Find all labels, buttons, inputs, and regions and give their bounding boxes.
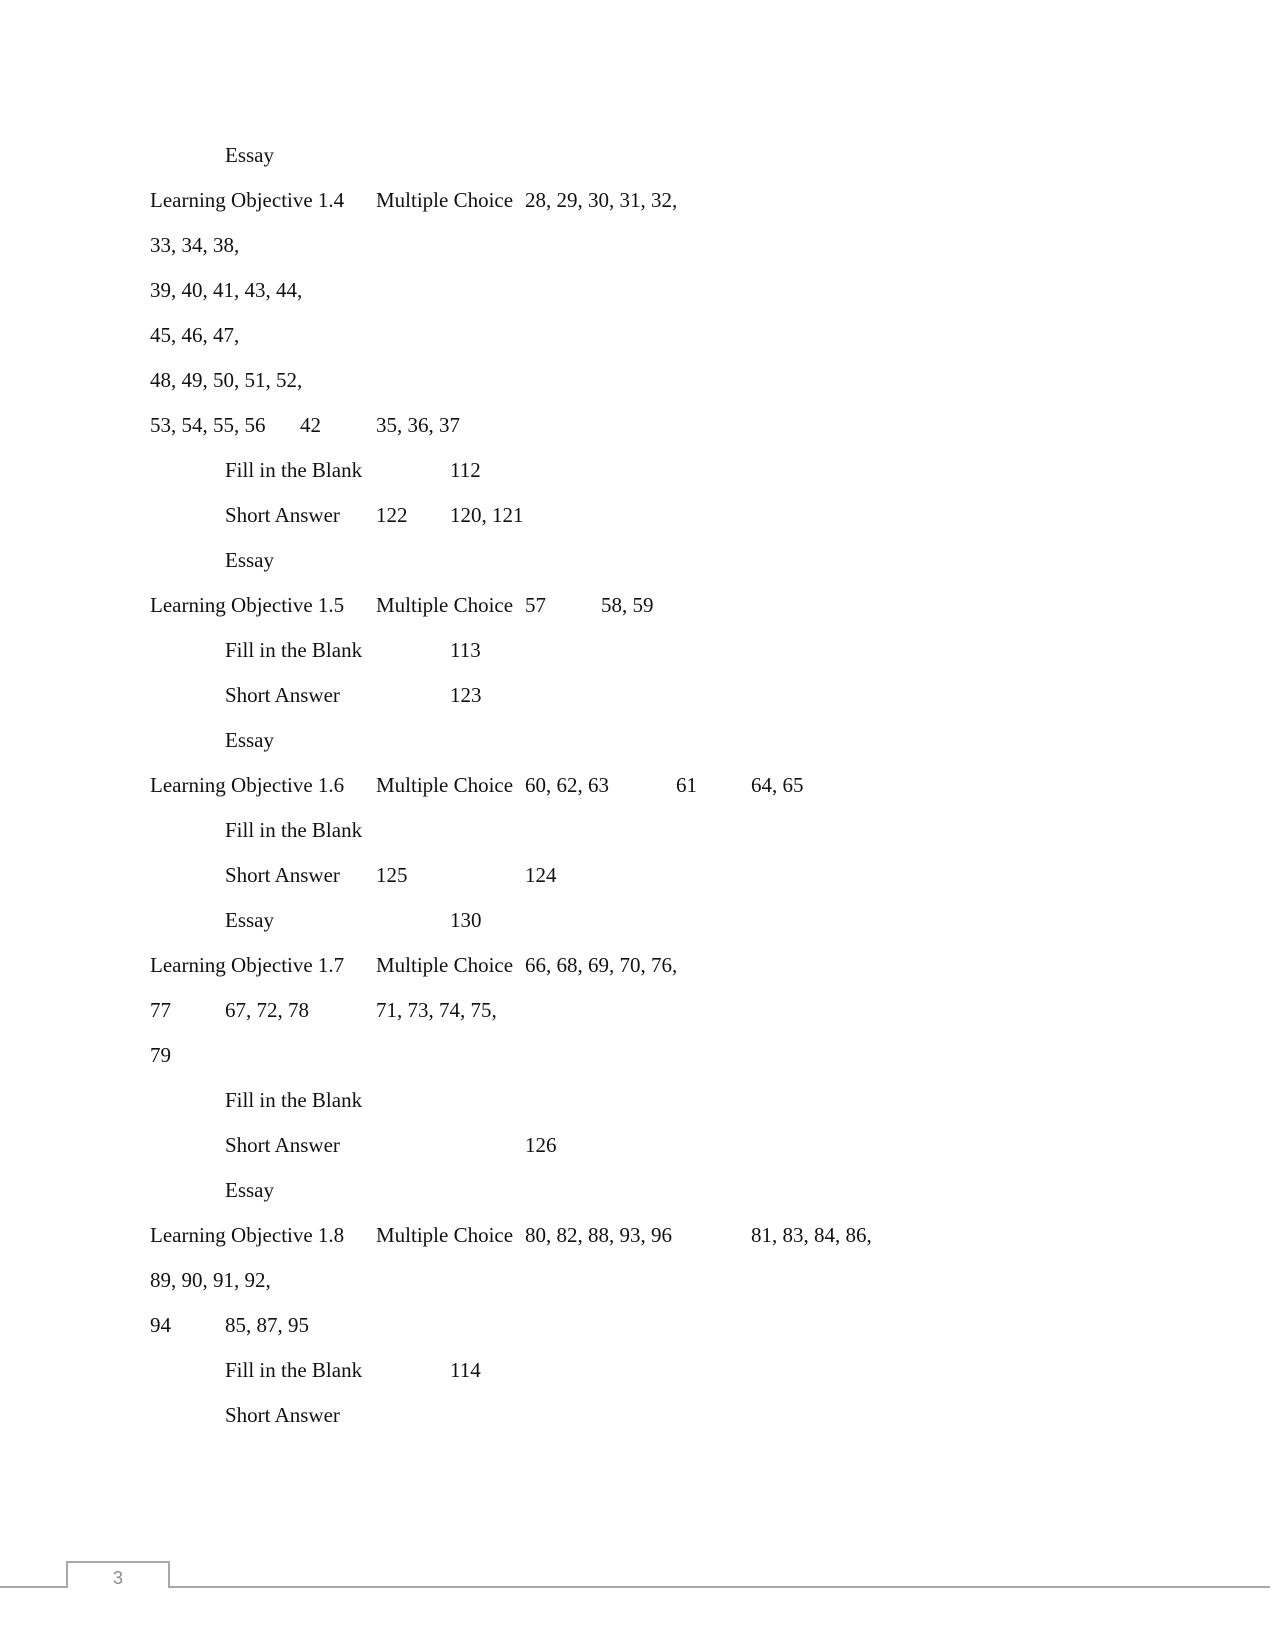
question-type: Multiple Choice: [376, 1223, 514, 1247]
question-type: Fill in the Blank: [225, 458, 363, 482]
question-type: Short Answer: [225, 863, 340, 887]
question-numbers: 120, 121: [450, 503, 524, 527]
table-row: [0, 230, 1275, 260]
question-numbers: 45, 46, 47,: [150, 323, 240, 347]
table-row: [0, 410, 1275, 440]
question-type: Short Answer: [225, 503, 340, 527]
table-row: [0, 1310, 1275, 1340]
learning-objective-label: Learning Objective 1.4: [150, 188, 345, 212]
table-row: [0, 905, 1275, 935]
table-row: [0, 635, 1275, 665]
question-numbers: 112: [450, 458, 481, 482]
question-type: Multiple Choice: [376, 188, 514, 212]
question-numbers: 122: [376, 503, 408, 527]
question-numbers: 71, 73, 74, 75,: [376, 998, 497, 1022]
question-numbers: 66, 68, 69, 70, 76,: [525, 953, 678, 977]
question-numbers: 79: [150, 1043, 171, 1067]
question-type: Short Answer: [225, 1403, 340, 1427]
question-numbers: 67, 72, 78: [225, 998, 309, 1022]
question-numbers: 57: [525, 593, 546, 617]
table-row: [0, 185, 1275, 215]
question-type: Essay: [225, 908, 274, 932]
table-row: [0, 365, 1275, 395]
question-numbers: 64, 65: [751, 773, 804, 797]
learning-objective-label: Learning Objective 1.5: [150, 593, 345, 617]
learning-objective-label: Learning Objective 1.8: [150, 1223, 345, 1247]
table-row: [0, 950, 1275, 980]
table-row: [0, 590, 1275, 620]
table-row: [0, 995, 1275, 1025]
page-number: 3: [112, 1568, 123, 1588]
question-numbers: 61: [676, 773, 697, 797]
question-numbers: 125: [376, 863, 408, 887]
table-row: [0, 770, 1275, 800]
question-type: Multiple Choice: [376, 773, 514, 797]
question-numbers: 48, 49, 50, 51, 52,: [150, 368, 303, 392]
question-numbers: 28, 29, 30, 31, 32,: [525, 188, 678, 212]
question-type: Fill in the Blank: [225, 1358, 363, 1382]
table-row: [0, 1220, 1275, 1250]
question-numbers: 60, 62, 63: [525, 773, 609, 797]
table-row: [0, 1265, 1275, 1295]
question-numbers: 35, 36, 37: [376, 413, 460, 437]
table-row: [0, 725, 1275, 755]
question-type: Essay: [225, 548, 274, 572]
table-row: [0, 545, 1275, 575]
table-row: [0, 680, 1275, 710]
table-row: [0, 860, 1275, 890]
question-numbers: 77: [150, 998, 171, 1022]
question-numbers: 113: [450, 638, 481, 662]
question-numbers: 114: [450, 1358, 481, 1382]
question-numbers: 123: [450, 683, 482, 707]
question-type: Fill in the Blank: [225, 818, 363, 842]
question-type: Fill in the Blank: [225, 1088, 363, 1112]
question-numbers: 80, 82, 88, 93, 96: [525, 1223, 672, 1247]
question-type: Short Answer: [225, 1133, 340, 1157]
question-numbers: 53, 54, 55, 56: [150, 413, 266, 437]
question-type: Essay: [225, 728, 274, 752]
table-row: [0, 1085, 1275, 1115]
table-row: [0, 1130, 1275, 1160]
question-numbers: 81, 83, 84, 86,: [751, 1223, 872, 1247]
question-type: Short Answer: [225, 683, 340, 707]
question-type: Multiple Choice: [376, 953, 514, 977]
question-type: Fill in the Blank: [225, 638, 363, 662]
table-row: [0, 1355, 1275, 1385]
table-row: [0, 140, 1275, 170]
table-row: [0, 815, 1275, 845]
learning-objective-label: Learning Objective 1.6: [150, 773, 345, 797]
question-numbers: 94: [150, 1313, 171, 1337]
question-numbers: 33, 34, 38,: [150, 233, 240, 257]
footer-rule: [0, 1586, 1270, 1588]
table-row: [0, 500, 1275, 530]
table-row: [0, 275, 1275, 305]
question-numbers: 124: [525, 863, 557, 887]
table-row: [0, 1175, 1275, 1205]
question-numbers: 39, 40, 41, 43, 44,: [150, 278, 303, 302]
table-row: [0, 455, 1275, 485]
question-numbers: 130: [450, 908, 482, 932]
question-numbers: 42: [300, 413, 321, 437]
learning-objective-label: Learning Objective 1.7: [150, 953, 345, 977]
question-numbers: 89, 90, 91, 92,: [150, 1268, 271, 1292]
question-type: Multiple Choice: [376, 593, 514, 617]
question-numbers: 126: [525, 1133, 557, 1157]
question-numbers: 58, 59: [601, 593, 654, 617]
question-numbers: 85, 87, 95: [225, 1313, 309, 1337]
table-row: [0, 320, 1275, 350]
question-type: Essay: [225, 1178, 274, 1202]
table-row: [0, 1040, 1275, 1070]
table-row: [0, 1400, 1275, 1430]
question-type: Essay: [225, 143, 274, 167]
